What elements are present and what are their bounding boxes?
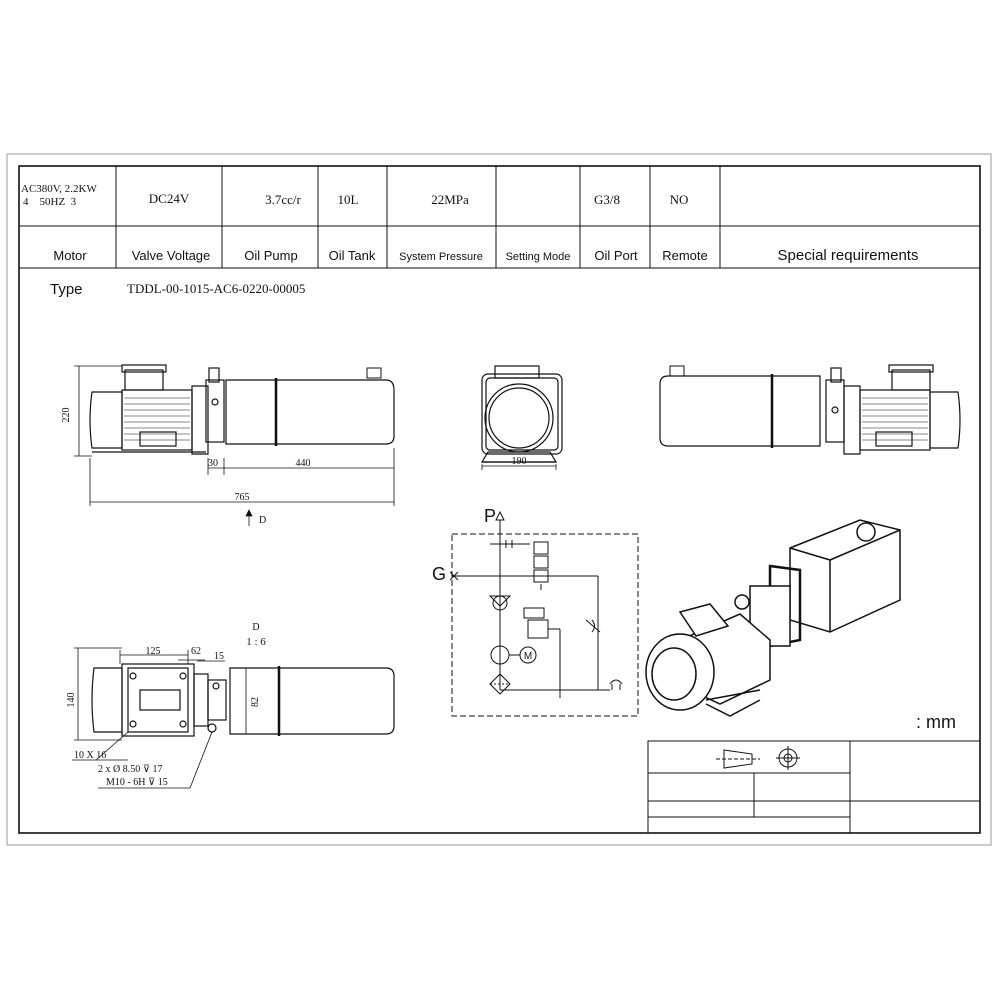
- scale-view-label: D: [252, 622, 260, 633]
- title-block: [648, 741, 980, 833]
- oil-tank-value: 10L: [337, 192, 359, 207]
- dim-125: 125: [145, 646, 161, 657]
- hydraulic-schematic: [450, 512, 638, 716]
- header-motor: Motor: [53, 248, 87, 263]
- header-special-requirements: Special requirements: [777, 247, 919, 264]
- inner-border: [19, 166, 980, 833]
- unit-label: : mm: [916, 712, 956, 732]
- scale-ratio: 1 : 6: [246, 636, 266, 648]
- dim-15: 15: [214, 651, 224, 662]
- header-oil-tank: Oil Tank: [328, 248, 376, 263]
- holes-label-1: 2 x Ø 8.50 ⊽ 17: [98, 764, 163, 775]
- valve-voltage-value: DC24V: [148, 191, 190, 206]
- bottom-view: [92, 664, 394, 736]
- header-setting-mode: Setting Mode: [505, 251, 571, 263]
- side-view-right: [660, 365, 960, 454]
- schematic-motor-m: M: [523, 651, 533, 662]
- holes-label-2: M10 - 6H ⊽ 15: [106, 777, 168, 788]
- type-value: TDDL-00-1015-AC6-0220-00005: [127, 281, 306, 296]
- system-pressure-value: 22MPa: [431, 192, 469, 207]
- front-view: [482, 366, 562, 462]
- dim-220: 220: [61, 407, 72, 423]
- dim-82: 82: [250, 697, 261, 707]
- side-view-left: [90, 365, 394, 454]
- schematic-port-g: G: [432, 564, 447, 584]
- motor-value-line2: 4 50HZ 3: [23, 196, 77, 208]
- header-oil-pump: Oil Pump: [244, 248, 298, 263]
- isometric-view: [646, 520, 900, 716]
- header-oil-port: Oil Port: [594, 248, 638, 263]
- header-valve-voltage: Valve Voltage: [131, 248, 211, 263]
- dim-62: 62: [191, 646, 201, 657]
- dim-765: 765: [234, 492, 250, 503]
- dim-440: 440: [295, 458, 311, 469]
- header-system-pressure: System Pressure: [399, 251, 483, 263]
- motor-value-line1: AC380V, 2.2KW: [21, 183, 97, 195]
- oil-pump-value: 3.7cc/r: [265, 192, 301, 207]
- remote-value: NO: [669, 192, 689, 207]
- view-d-label: D: [259, 515, 267, 526]
- dim-140: 140: [66, 692, 77, 708]
- oil-port-value: G3/8: [594, 192, 620, 207]
- dim-30: 30: [208, 458, 218, 469]
- header-remote: Remote: [662, 248, 708, 263]
- bolt-slot-label: 10 X 16: [74, 750, 107, 761]
- type-label: Type: [50, 281, 83, 298]
- dim-190: 190: [511, 456, 527, 467]
- schematic-port-p: P: [484, 506, 497, 526]
